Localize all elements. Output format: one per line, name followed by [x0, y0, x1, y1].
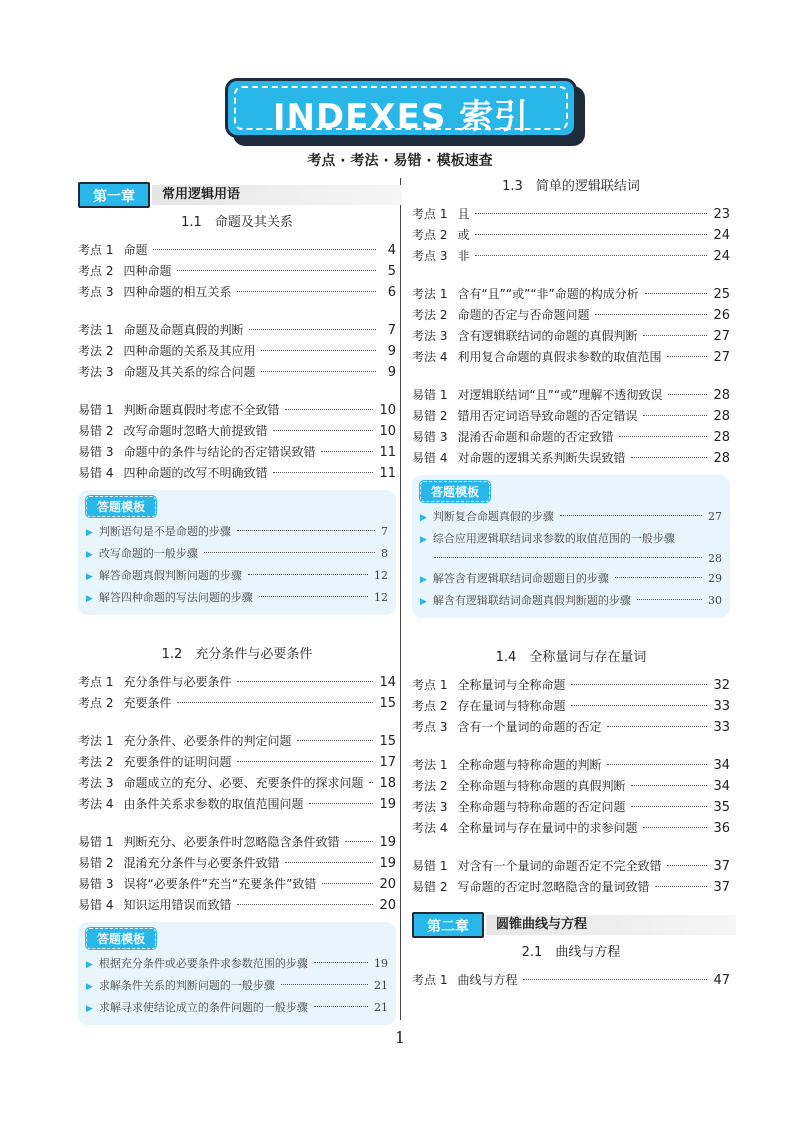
entry-page: 7: [387, 323, 396, 338]
template-item-page: 12: [374, 569, 388, 582]
entry-page: 33: [713, 720, 730, 735]
group-gap: [412, 738, 730, 755]
entry-label: 易错 2: [78, 424, 114, 438]
template-item-page: 12: [374, 591, 388, 604]
entry-page: 9: [387, 344, 396, 359]
toc-entry[interactable]: [412, 776, 730, 797]
toc-entry[interactable]: [78, 463, 396, 484]
toc-entry[interactable]: [412, 305, 730, 326]
page-subtitle: 考点 · 考法 · 易错 · 模板速查: [307, 153, 493, 169]
leader-dots: [273, 472, 373, 473]
toc-entry[interactable]: [78, 282, 396, 303]
leader-dots: [281, 984, 368, 985]
entry-label: 考点 1: [412, 678, 448, 692]
chapter-header: [78, 182, 396, 208]
leader-dots: [237, 904, 373, 905]
entry-text: 含有逻辑联结词的命题的真假判断: [457, 329, 638, 343]
leader-dots: [523, 979, 707, 980]
entry-label: 易错 3: [78, 445, 114, 459]
triangle-bullet-icon: ▶: [86, 550, 93, 560]
column-divider: [400, 178, 401, 1020]
entry-text: 曲线与方程: [457, 973, 518, 987]
group-gap: [78, 303, 396, 320]
entry-page: 9: [387, 365, 396, 380]
leader-dots: [259, 596, 368, 597]
triangle-bullet-icon: ▶: [420, 535, 427, 545]
entry-label: 考法 2: [78, 755, 114, 769]
entry-text: 利用复合命题的真假求参数的取值范围: [457, 350, 662, 364]
toc-entry[interactable]: [412, 406, 730, 427]
leader-dots: [237, 681, 373, 682]
entry-page: 11: [379, 466, 396, 481]
leader-dots: [273, 430, 373, 431]
leader-dots: [309, 803, 373, 804]
template-item-page: 8: [381, 547, 388, 560]
entry-page: 19: [379, 835, 396, 850]
entry-page: 34: [713, 779, 730, 794]
leader-dots: [285, 409, 373, 410]
group-gap: [412, 839, 730, 856]
entry-label: 易错 1: [412, 859, 448, 873]
index-banner: [225, 78, 577, 138]
entry-page: 20: [379, 877, 396, 892]
toc-entry[interactable]: [78, 874, 396, 895]
entry-text: 或: [457, 228, 470, 242]
left-sections: [78, 212, 396, 1025]
right-column: [412, 172, 730, 991]
entry-label: 考法 4: [412, 821, 448, 835]
template-item-text: 解含有逻辑联结词命题真假判断题的步骤: [432, 594, 631, 607]
template-item[interactable]: [86, 953, 388, 975]
leader-dots: [643, 335, 707, 336]
entry-text: 全称命题与特称命题的否定问题: [457, 800, 626, 814]
toc-entry[interactable]: [412, 877, 730, 898]
toc-entry[interactable]: [412, 385, 730, 406]
toc-entry[interactable]: [78, 362, 396, 383]
leader-dots: [314, 1006, 368, 1007]
leader-dots: [153, 249, 376, 250]
entry-label: 考点 1: [412, 973, 448, 987]
template-item-text: 求解寻求使结论成立的条件问题的一般步骤: [98, 1001, 308, 1014]
entry-page: 34: [713, 758, 730, 773]
entry-label: 考点 2: [78, 264, 114, 278]
leader-dots: [475, 213, 707, 214]
section-gap: [78, 623, 396, 640]
entry-page: 15: [379, 734, 396, 749]
entry-label: 考法 4: [412, 350, 448, 364]
toc-entry[interactable]: [78, 421, 396, 442]
entry-page: 24: [713, 228, 730, 243]
toc-entry[interactable]: [412, 717, 730, 738]
entry-page: 27: [713, 329, 730, 344]
leader-dots: [237, 291, 376, 292]
page-number: 1: [394, 1028, 406, 1047]
leader-dots: [643, 827, 707, 828]
group-gap: [412, 368, 730, 385]
answer-template-box: [412, 475, 730, 618]
section-title: 1.3 简单的逻辑联结词: [502, 179, 640, 194]
leader-dots: [619, 436, 707, 437]
template-item-text: 判断语句是不是命题的步骤: [98, 525, 231, 538]
toc-entry[interactable]: [78, 442, 396, 463]
group-gap: [78, 383, 396, 400]
entry-text: 充要条件的证明问题: [123, 755, 232, 769]
chapter-title: 圆锥曲线与方程: [486, 915, 736, 935]
toc-entry[interactable]: [78, 400, 396, 421]
triangle-bullet-icon: ▶: [86, 528, 93, 538]
leader-dots: [177, 270, 376, 271]
entry-label: 考法 3: [412, 329, 448, 343]
section-title: 1.4 全称量词与存在量词: [495, 650, 647, 665]
leader-dots: [434, 557, 702, 558]
entry-text: 非: [457, 249, 470, 263]
template-item-page: 28: [708, 552, 722, 565]
entry-page: 19: [379, 856, 396, 871]
triangle-bullet-icon: ▶: [86, 594, 93, 604]
chapter-tag: 第二章: [412, 912, 484, 938]
entry-text: 改写命题时忽略大前提致错: [123, 424, 268, 438]
entry-text: 判断命题真假时考虑不全致错: [123, 403, 280, 417]
entry-page: 32: [713, 678, 730, 693]
toc-entry[interactable]: [78, 731, 396, 752]
entry-page: 20: [379, 898, 396, 913]
banner-title: INDEXES 索引: [272, 97, 530, 137]
leader-dots: [475, 255, 707, 256]
leader-dots: [345, 841, 373, 842]
entry-text: 四种命题: [123, 264, 172, 278]
chapter-header: [412, 912, 730, 938]
toc-entry[interactable]: [78, 672, 396, 693]
template-tag: 答题模板: [420, 481, 490, 502]
group-gap: [78, 815, 396, 832]
entry-text: 四种命题的相互关系: [123, 285, 232, 299]
leader-dots: [645, 293, 708, 294]
template-item-text: 解答含有逻辑联结词命题题目的步骤: [432, 572, 609, 585]
leader-dots: [261, 371, 376, 372]
entry-page: 19: [379, 797, 396, 812]
leader-dots: [475, 234, 707, 235]
entry-label: 考法 1: [412, 287, 448, 301]
left-column: [78, 182, 396, 1033]
toc-entry[interactable]: [412, 797, 730, 818]
leader-dots: [237, 530, 375, 531]
entry-page: 27: [713, 350, 730, 365]
entry-page: 47: [713, 973, 730, 988]
entry-label: 易错 2: [78, 856, 114, 870]
toc-entry[interactable]: [412, 970, 730, 991]
leader-dots: [261, 350, 376, 351]
entry-page: 5: [387, 264, 396, 279]
toc-entry[interactable]: [412, 284, 730, 305]
entry-label: 易错 1: [78, 403, 114, 417]
entry-label: 考法 1: [412, 758, 448, 772]
toc-entry[interactable]: [78, 853, 396, 874]
entry-text: 错用否定词语导致命题的否定错误: [457, 409, 638, 423]
template-item-continuation: [420, 550, 722, 568]
leader-dots: [607, 764, 707, 765]
entry-page: 15: [379, 696, 396, 711]
entry-label: 考点 3: [412, 720, 448, 734]
template-item-page: 29: [708, 572, 722, 585]
entry-label: 考点 1: [412, 207, 448, 221]
leader-dots: [297, 740, 373, 741]
entry-label: 易错 1: [78, 835, 114, 849]
triangle-bullet-icon: ▶: [86, 960, 93, 970]
section-title: 2.1 曲线与方程: [521, 945, 621, 960]
leader-dots: [668, 394, 707, 395]
toc-entry[interactable]: [412, 755, 730, 776]
template-item[interactable]: [86, 587, 388, 609]
template-item[interactable]: [86, 997, 388, 1019]
entry-page: 6: [387, 285, 396, 300]
leader-dots: [321, 451, 373, 452]
entry-label: 考点 3: [78, 285, 114, 299]
entry-text: 知识运用错误而致错: [123, 898, 232, 912]
chapter-tag: 第一章: [78, 182, 150, 208]
entry-page: 4: [387, 243, 396, 258]
template-item-text: 判断复合命题真假的步骤: [432, 510, 554, 523]
template-item-page: 7: [381, 525, 388, 538]
template-tag: 答题模板: [86, 928, 156, 949]
answer-template-box: [78, 922, 396, 1025]
toc-entry[interactable]: [412, 696, 730, 717]
entry-text: 写命题的否定时忽略隐含的量词致错: [457, 880, 650, 894]
entry-text: 命题: [123, 243, 148, 257]
entry-page: 25: [713, 287, 730, 302]
entry-label: 考法 1: [78, 323, 114, 337]
entry-label: 考法 1: [78, 734, 114, 748]
leader-dots: [595, 314, 707, 315]
entry-page: 14: [379, 675, 396, 690]
template-item-page: 30: [708, 594, 722, 607]
entry-page: 26: [713, 308, 730, 323]
triangle-bullet-icon: ▶: [86, 1004, 93, 1014]
entry-page: 28: [713, 388, 730, 403]
entry-page: 11: [379, 445, 396, 460]
entry-text: 全称命题与特称命题的真假判断: [457, 779, 626, 793]
toc-entry[interactable]: [412, 204, 730, 225]
entry-label: 考点 2: [78, 696, 114, 710]
entry-text: 对含有一个量词的命题否定不完全致错: [457, 859, 662, 873]
triangle-bullet-icon: ▶: [86, 982, 93, 992]
entry-text: 对逻辑联结词“且”“或”理解不透彻致误: [457, 388, 663, 402]
template-item[interactable]: [420, 568, 722, 590]
leader-dots: [322, 883, 373, 884]
template-item-page: 21: [374, 1001, 388, 1014]
entry-text: 全称量词与全称命题: [457, 678, 566, 692]
section-gap: [412, 626, 730, 643]
leader-dots: [637, 599, 702, 600]
leader-dots: [285, 862, 373, 863]
section-title: 1.2 充分条件与必要条件: [161, 647, 313, 662]
entry-text: 全称命题与特称命题的判断: [457, 758, 602, 772]
entry-label: 易错 3: [412, 430, 448, 444]
entry-page: 10: [379, 403, 396, 418]
leader-dots: [667, 865, 707, 866]
toc-entry[interactable]: [78, 693, 396, 714]
toc-entry[interactable]: [78, 752, 396, 773]
entry-label: 考点 1: [78, 243, 114, 257]
entry-label: 考法 2: [412, 779, 448, 793]
section-title: 1.1 命题及其关系: [181, 215, 293, 230]
entry-text: 充要条件: [123, 696, 172, 710]
leader-dots: [249, 329, 376, 330]
entry-label: 易错 4: [412, 451, 448, 465]
toc-entry[interactable]: [78, 240, 396, 261]
entry-label: 考法 3: [78, 365, 114, 379]
entry-text: 由条件关系求参数的取值范围问题: [123, 797, 304, 811]
entry-text: 四种命题的改写不明确致错: [123, 466, 268, 480]
toc-entry[interactable]: [412, 675, 730, 696]
entry-label: 易错 4: [78, 466, 114, 480]
toc-entry[interactable]: [78, 773, 396, 794]
entry-label: 易错 4: [78, 898, 114, 912]
entry-label: 易错 2: [412, 880, 448, 894]
entry-label: 考法 3: [412, 800, 448, 814]
group-gap: [78, 714, 396, 731]
toc-entry[interactable]: [78, 320, 396, 341]
toc-entry[interactable]: [412, 448, 730, 469]
entry-text: 命题及其关系的综合问题: [123, 365, 256, 379]
leader-dots: [643, 415, 707, 416]
entry-label: 考点 1: [78, 675, 114, 689]
entry-label: 易错 3: [78, 877, 114, 891]
toc-entry[interactable]: [412, 818, 730, 839]
leader-dots: [204, 552, 375, 553]
entry-text: 全称量词与存在量词中的求参问题: [457, 821, 638, 835]
toc-entry[interactable]: [78, 794, 396, 815]
entry-page: 33: [713, 699, 730, 714]
leader-dots: [631, 806, 707, 807]
template-item[interactable]: [86, 543, 388, 565]
entry-text: 对命题的逻辑关系判断失误致错: [457, 451, 626, 465]
template-item-text: 改写命题的一般步骤: [98, 547, 198, 560]
template-item[interactable]: [86, 521, 388, 543]
entry-page: 18: [379, 776, 396, 791]
template-item-text: 综合应用逻辑联结词求参数的取值范围的一般步骤: [432, 532, 675, 545]
template-item[interactable]: [86, 975, 388, 997]
entry-page: 17: [379, 755, 396, 770]
template-tag: 答题模板: [86, 496, 156, 517]
leader-dots: [631, 785, 707, 786]
entry-text: 命题中的条件与结论的否定错误致错: [123, 445, 316, 459]
group-gap: [412, 267, 730, 284]
template-item[interactable]: [420, 528, 722, 550]
entry-page: 10: [379, 424, 396, 439]
toc-entry[interactable]: [412, 326, 730, 347]
template-item-page: 19: [374, 957, 388, 970]
entry-label: 考法 4: [78, 797, 114, 811]
leader-dots: [571, 684, 707, 685]
template-item-text: 解答命题真假判断问题的步骤: [98, 569, 242, 582]
toc-entry[interactable]: [78, 341, 396, 362]
triangle-bullet-icon: ▶: [420, 575, 427, 585]
entry-text: 含有一个量词的命题的否定: [457, 720, 602, 734]
entry-label: 易错 2: [412, 409, 448, 423]
toc-entry[interactable]: [412, 856, 730, 877]
leader-dots: [607, 726, 707, 727]
leader-dots: [237, 761, 373, 762]
entry-text: 判断充分、必要条件时忽略隐含条件致错: [123, 835, 340, 849]
entry-text: 存在量词与特称命题: [457, 699, 566, 713]
answer-template-box: [78, 490, 396, 615]
entry-label: 考法 2: [78, 344, 114, 358]
leader-dots: [571, 705, 707, 706]
toc-entry[interactable]: [78, 261, 396, 282]
entry-page: 37: [713, 880, 730, 895]
triangle-bullet-icon: ▶: [86, 572, 93, 582]
entry-text: 误将“必要条件”充当“充要条件”致错: [123, 877, 317, 891]
leader-dots: [655, 886, 707, 887]
leader-dots: [667, 356, 707, 357]
entry-text: 充分条件、必要条件的判定问题: [123, 734, 292, 748]
entry-text: 混淆否命题和命题的否定致错: [457, 430, 614, 444]
leader-dots: [615, 577, 702, 578]
entry-text: 命题及命题真假的判断: [123, 323, 244, 337]
entry-page: 35: [713, 800, 730, 815]
entry-page: 36: [713, 821, 730, 836]
entry-page: 24: [713, 249, 730, 264]
entry-text: 混淆充分条件与必要条件致错: [123, 856, 280, 870]
triangle-bullet-icon: ▶: [420, 513, 427, 523]
toc-entry[interactable]: [78, 832, 396, 853]
entry-text: 且: [457, 207, 470, 221]
right-sections: [412, 176, 730, 898]
entry-page: 28: [713, 409, 730, 424]
entry-text: 四种命题的关系及其应用: [123, 344, 256, 358]
toc-entry[interactable]: [412, 427, 730, 448]
leader-dots: [560, 515, 702, 516]
entry-label: 考点 2: [412, 699, 448, 713]
triangle-bullet-icon: ▶: [420, 597, 427, 607]
toc-entry[interactable]: [78, 895, 396, 916]
entry-label: 易错 1: [412, 388, 448, 402]
template-item-text: 求解条件关系的判断问题的一般步骤: [98, 979, 275, 992]
leader-dots: [177, 702, 373, 703]
entry-text: 命题成立的充分、必要、充要条件的探求问题: [123, 776, 364, 790]
template-item[interactable]: [420, 506, 722, 528]
entry-label: 考法 3: [78, 776, 114, 790]
entry-label: 考点 2: [412, 228, 448, 242]
entry-text: 充分条件与必要条件: [123, 675, 232, 689]
entry-label: 考法 2: [412, 308, 448, 322]
template-item-page: 21: [374, 979, 388, 992]
template-item[interactable]: [86, 565, 388, 587]
leader-dots: [314, 962, 368, 963]
toc-entry[interactable]: [412, 347, 730, 368]
entry-page: 28: [713, 451, 730, 466]
leader-dots: [369, 782, 373, 783]
toc-entry[interactable]: [412, 246, 730, 267]
template-item[interactable]: [420, 590, 722, 612]
leader-dots: [631, 457, 707, 458]
entry-page: 23: [713, 207, 730, 222]
leader-dots: [248, 574, 368, 575]
entry-label: 考点 3: [412, 249, 448, 263]
entry-text: 含有“且”“或”“非”命题的构成分析: [457, 287, 639, 301]
toc-entry[interactable]: [412, 225, 730, 246]
template-item-text: 解答四种命题的写法问题的步骤: [98, 591, 253, 604]
entry-text: 命题的否定与否命题问题: [457, 308, 590, 322]
chapter-title: 常用逻辑用语: [152, 185, 402, 205]
template-item-page: 27: [708, 510, 722, 523]
entry-page: 28: [713, 430, 730, 445]
entry-page: 37: [713, 859, 730, 874]
template-item-text: 根据充分条件或必要条件求参数范围的步骤: [98, 957, 308, 970]
